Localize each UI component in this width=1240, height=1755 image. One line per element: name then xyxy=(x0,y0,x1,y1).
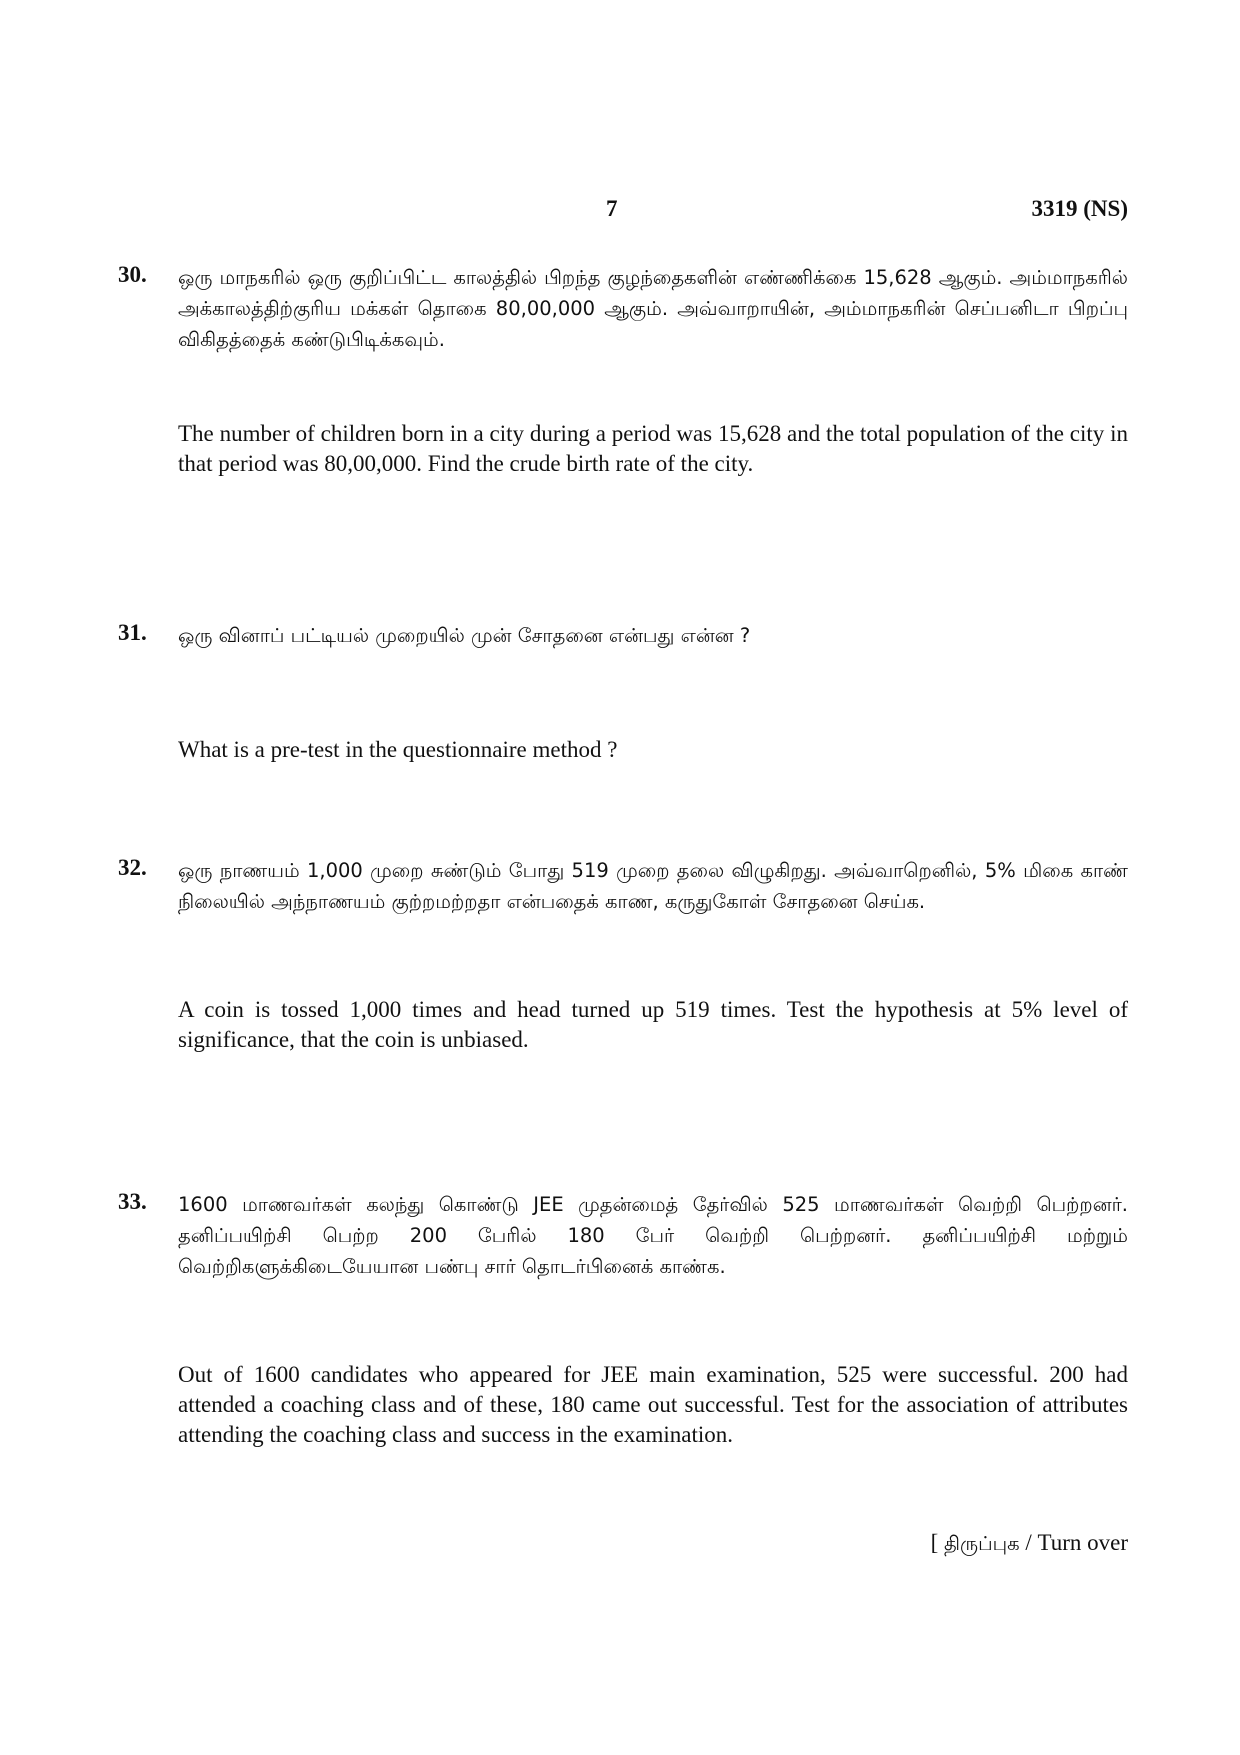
question-30 xyxy=(118,260,1128,479)
question-number: 33. xyxy=(118,1189,147,1214)
footer-bracket: [ xyxy=(930,1530,945,1555)
question-tamil-text: ஒரு நாணயம் 1,000 முறை சுண்டும் போது 519 முறை தலை விழுகிறது. அவ்வாறெனில், 5% மிகை காண் நிலையில் அந்நாணயம் குற்றமற்றதா என்பதைக் காண, கருதுகோள் சோதனை செய்க. xyxy=(178,859,1128,913)
question-tamil-text: ஒரு வினாப் பட்டியல் முறையில் முன் சோதனை என்பது என்ன ? xyxy=(178,624,751,647)
question-31 xyxy=(118,618,1128,765)
question-tamil-text: ஒரு மாநகரில் ஒரு குறிப்பிட்ட காலத்தில் பிறந்த குழந்தைகளின் எண்ணிக்கை 15,628 ஆகும். அம்மாநகரில் அக்காலத்திற்குரிய மக்கள் தொகை 80,00,000 ஆகும். அவ்வாறாயின், அம்மாநகரின் செப்பனிடா பிறப்பு விகிதத்தைக் கண்டுபிடிக்கவும். xyxy=(178,266,1128,351)
question-english-text: Out of 1600 candidates who appeared for JEE main examination, 525 were successful. 200 had attended a coaching class and of these, 180 came out successful. Test for the association of attributes attending the coaching class and success in the examination. xyxy=(178,1362,1128,1447)
page-number: 7 xyxy=(606,196,618,221)
question-tamil-text: 1600 மாணவர்கள் கலந்து கொண்டு JEE முதன்மைத் தேர்வில் 525 மாணவர்கள் வெற்றி பெற்றனர். தனிப்பயிற்சி பெற்ற 200 பேரில் 180 பேர் வெற்றி பெற்றனர். தனிப்பயிற்சி மற்றும் வெற்றிகளுக்கிடையேயான பண்பு சார் தொடர்பினைக் காண்க. xyxy=(178,1193,1128,1278)
turn-over-note xyxy=(931,1530,1128,1558)
question-number: 32. xyxy=(118,855,147,880)
footer-separator: / xyxy=(1019,1530,1038,1555)
question-number: 31. xyxy=(118,620,147,645)
question-english-text: The number of children born in a city during a period was 15,628 and the total population of the city in that period was 80,00,000. Find the crude birth rate of the city. xyxy=(178,421,1128,476)
footer-tamil-text: திருப்புக xyxy=(944,1532,1020,1555)
paper-code: 3319 (NS) xyxy=(1031,196,1128,221)
question-32 xyxy=(118,853,1128,1055)
footer-english-text: Turn over xyxy=(1037,1530,1128,1555)
question-33 xyxy=(118,1187,1128,1450)
question-english-text: A coin is tossed 1,000 times and head turned up 519 times. Test the hypothesis at 5% level of significance, that the coin is unbiased. xyxy=(178,997,1128,1052)
question-number: 30. xyxy=(118,262,147,287)
question-english-text: What is a pre-test in the questionnaire method ? xyxy=(178,737,618,762)
